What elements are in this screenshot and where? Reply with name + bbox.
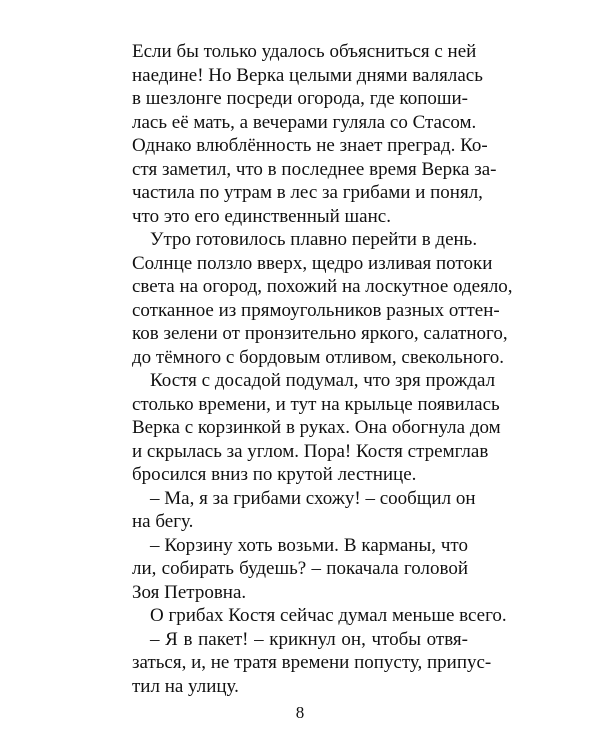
text-line: – Ма, я за грибами схожу! – сообщил он: [150, 487, 476, 509]
text-line: что это его единственный шанс.: [132, 205, 391, 227]
paragraph: [132, 604, 507, 628]
paragraph: [132, 40, 497, 228]
text-line: Зоя Петровна.: [132, 581, 247, 603]
text-line: Солнце ползло вверх, щедро изливая потоки: [132, 252, 493, 274]
text-line: заться, и, не тратя времени попусту, припус-: [132, 652, 492, 673]
text-line: бросился вниз по крутой лестнице.: [132, 464, 417, 485]
text-line: О грибах Костя сейчас думал меньше всего.: [150, 605, 507, 626]
text-line: Костя с досадой подумал, что зря прождал: [150, 370, 496, 391]
page-text: [132, 40, 513, 698]
text-line: Однако влюблённость не знает преград. Ко-: [132, 135, 488, 156]
text-line: наедине! Но Верка целыми днями валялась: [132, 64, 483, 86]
text-line: до тёмного с бордовым отливом, свекольного.: [132, 346, 505, 368]
text-line: на бегу.: [132, 511, 194, 532]
page-number: 8: [295, 703, 305, 722]
text-line: Если бы только удалось объясниться с ней: [132, 41, 477, 62]
paragraph: [132, 487, 476, 534]
text-line: Утро готовилось плавно перейти в день.: [150, 229, 478, 250]
text-line: – Я в пакет! – крикнул он, чтобы отвя-: [150, 628, 468, 650]
text-line: света на огород, похожий на лоскутное одеяло,: [132, 276, 513, 297]
text-line: в шезлонге посреди огорода, где копоши-: [132, 88, 468, 109]
text-line: Верка с корзинкой в руках. Она обогнула дом: [132, 417, 501, 438]
text-line: – Корзину хоть возьми. В карманы, что: [150, 534, 468, 556]
paragraph: [132, 628, 492, 699]
text-line: лась её мать, а вечерами гуляла со Стасом.: [132, 111, 477, 133]
text-line: столько времени, и тут на крыльце появилась: [132, 393, 500, 415]
text-line: тил на улицу.: [132, 675, 239, 697]
text-line: частила по утрам в лес за грибами и понял,: [132, 182, 483, 203]
paragraph: [132, 369, 501, 487]
paragraph: [132, 534, 468, 605]
text-line: ков зелени от пронзительно яркого, салатного,: [132, 323, 508, 344]
paragraph: [132, 228, 513, 369]
text-line: стя заметил, что в последнее время Верка за-: [132, 158, 497, 180]
text-line: ли, собирать будешь? – покачала головой: [132, 558, 468, 579]
text-line: сотканное из прямоугольников разных оттен-: [132, 299, 500, 321]
text-line: и скрылась за углом. Пора! Костя стремглав: [132, 440, 489, 462]
